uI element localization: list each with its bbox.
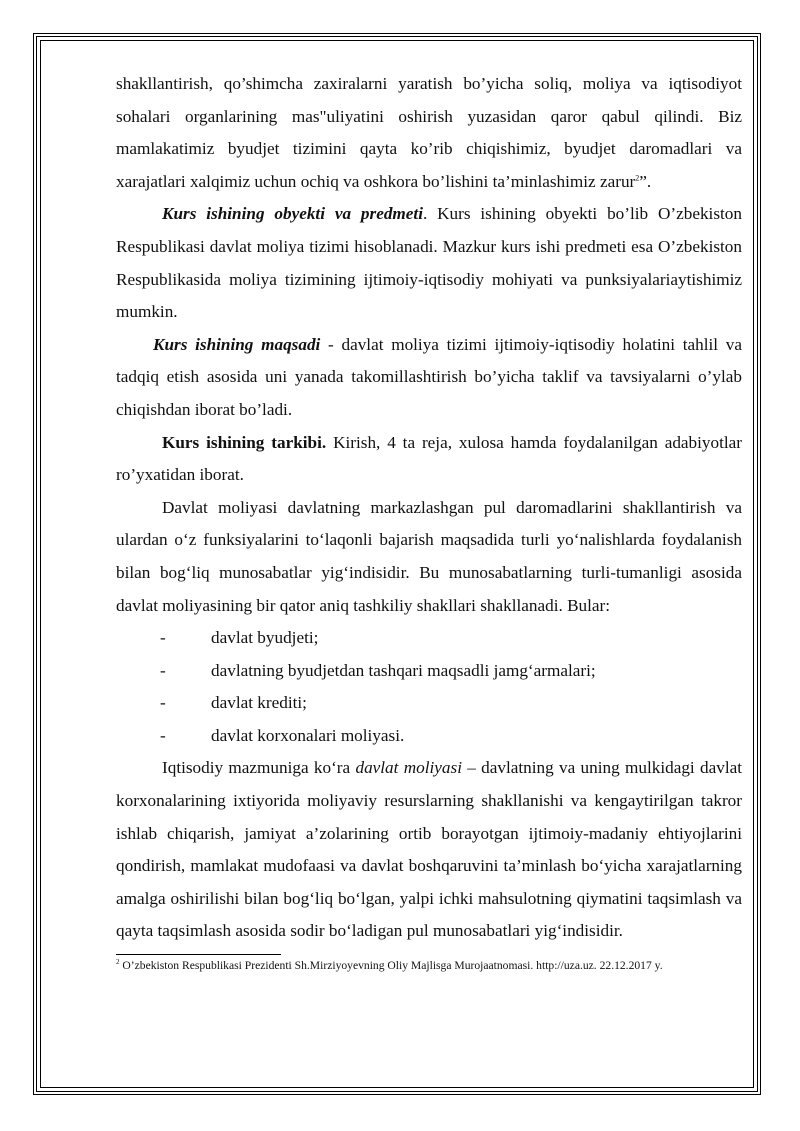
- list-item: - davlat byudjeti;: [116, 622, 742, 655]
- footnote: $^2$ O’zbekiston Respublikasi Prezidenti Sh.Mirziyoyevning Oliy Majlisga Murojaatnomasi. http://uza.uz. 22.12.2017 y.: [116, 958, 663, 973]
- footnote-number: 2: [116, 958, 120, 967]
- paragraph-goal: Kurs ishining maqsadi - davlat moliya tizimi ijtimoiy-iqtisodiy holatini tahlil va tadqiq etish asosida uni yanada takomillashtirish bo’yicha taklif va tavsiyalarni o’ylab chiqishdan iborat bo’ladi.: [116, 334, 742, 419]
- paragraph-object-subject: Kurs ishining obyekti va predmeti. Kurs ishining obyekti bo’lib O’zbekiston Respublikasi davlat moliya tizimi hisoblanadi. Mazkur kurs ishi predmeti esa O’zbekiston Respublikasida moliya tizimining ijtimoiy-iqtisodiy mohiyati va punksiyalariaytishimiz mumkin.: [116, 204, 742, 322]
- dash-bullet: -: [160, 693, 166, 713]
- dash-bullet: -: [160, 660, 166, 680]
- list-item: - davlat krediti;: [116, 687, 742, 720]
- paragraph-economic-content: Iqtisodiy mazmuniga ko‘ra davlat moliyasi – davlatning va uning mulkidagi davlat korxonalarining ixtiyorida moliyaviy resurslarning shakllanishi va kengaytirilgan takror ishlab chiqarish, jamiyat a’zolarining ortib borayotgan ijtimoiy-madaniy ehtiyojlarini qondirish, mamlakat mudofaasi va davlat boshqaruvini ta’minlash bo‘yicha xarajatlarning amalga oshirilishi bilan bog‘liq bo‘lgan, yalpi ichki mahsulotning qiymatini taqsimlash va qayta taqsimlash asosida sodir bo‘ladigan pul munosabatlari yig‘indisidir.: [116, 758, 742, 941]
- list-item: - davlatning byudjetdan tashqari maqsadli jamg‘armalari;: [116, 655, 742, 688]
- dash-bullet: -: [160, 628, 166, 648]
- list-item: - davlat korxonalari moliyasi.: [116, 720, 742, 753]
- heading-goal: Kurs ishining maqsadi: [153, 334, 321, 354]
- heading-structure: Kurs ishining tarkibi.: [162, 432, 327, 452]
- footnote-separator: [116, 954, 281, 955]
- document-body: [116, 68, 742, 973]
- paragraph-intro: shakllantirish, qo’shimcha zaxiralarni yaratish bo’yicha soliq, moliya va iqtisodiyot sohalari organlarining mas"uliyatini oshirish yuzasidan qaror qabul qilindi. Biz mamlakatimiz byudjet tizimini qayta ko’rib chiqishimiz, byudjet daromadlari va xarajatlari xalqimiz uchun ochiq va oshkora bo’lishini ta’minlashimiz zarur$^2$”.: [116, 74, 742, 191]
- finance-forms-list: [116, 622, 742, 752]
- footnote-ref: 2: [635, 173, 640, 183]
- heading-object-subject: Kurs ishining obyekti va predmeti: [162, 204, 423, 224]
- dash-bullet: -: [160, 725, 166, 745]
- paragraph-structure: Kurs ishining tarkibi. Kirish, 4 ta reja, xulosa hamda foydalanilgan adabiyotlar ro’yxatidan iborat.: [116, 432, 743, 485]
- term-state-finance: davlat moliyasi: [355, 758, 462, 778]
- paragraph-state-finance: Davlat moliyasi davlatning markazlashgan pul daromadlarini shakllantirish va ulardan o‘z funksiyalarini to‘laqonli bajarish maqsadida turli yo‘nalishlarda foydalanish bilan bog‘liq munosabatlar yig‘indisidir. Bu munosabatlarning turli-tumanligi asosida davlat moliyasining bir qator aniq tashkiliy shakllari shakllanadi. Bular:: [116, 497, 742, 615]
